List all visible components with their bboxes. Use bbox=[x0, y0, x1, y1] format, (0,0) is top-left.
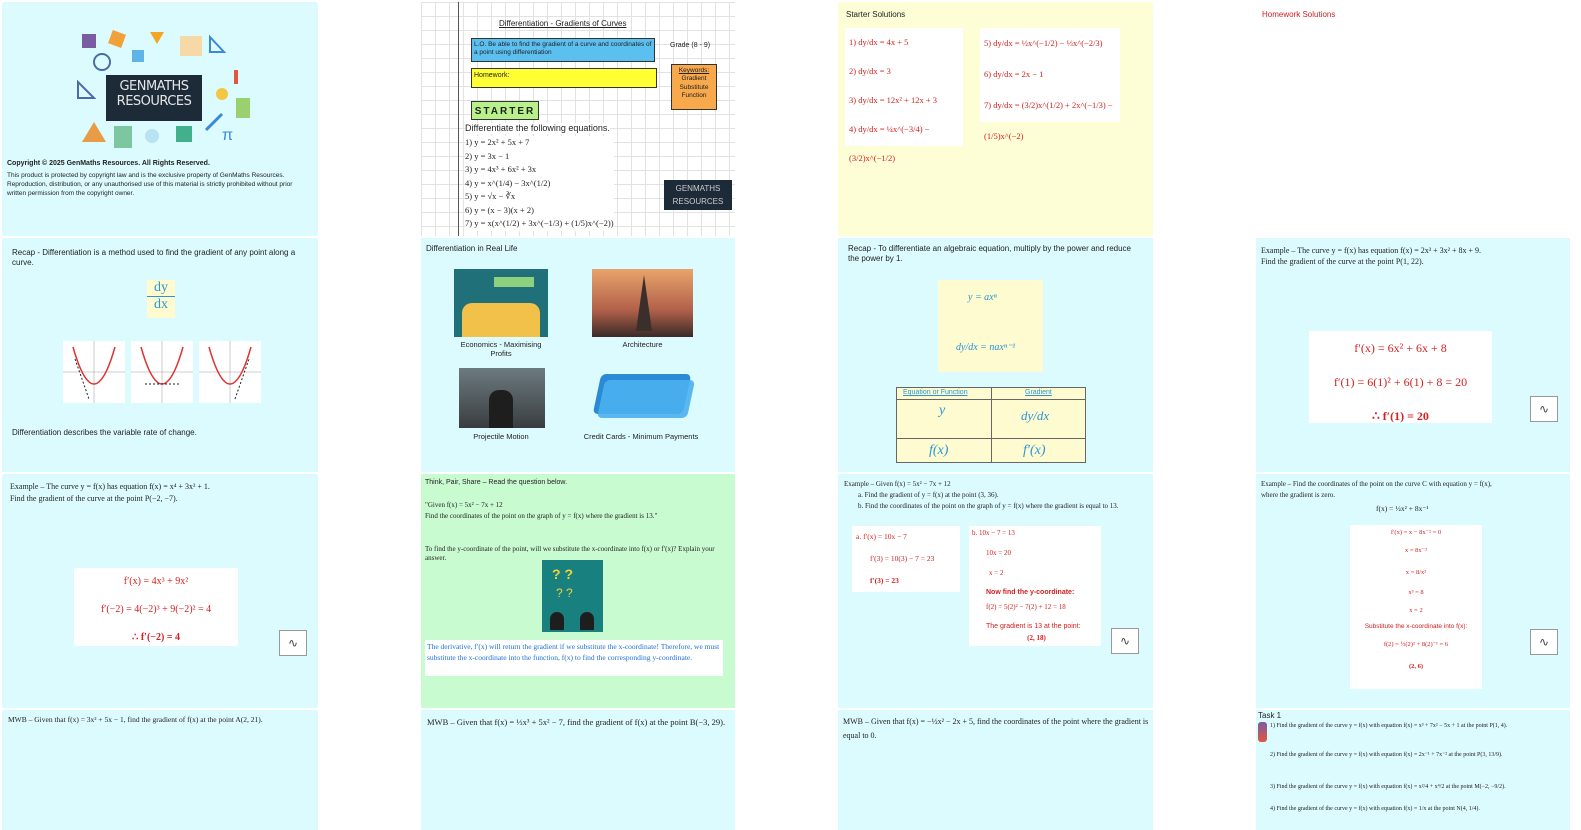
solution-4: 4) dy/dx = ¼x^(−3/4) − (3/2)x^(−1/2) bbox=[849, 124, 930, 163]
slide-15-mwb bbox=[838, 710, 1153, 830]
example2-sol-1: f′(x) = 4x³ + 9x² bbox=[123, 576, 189, 587]
table-header-function: Equation or Function bbox=[903, 389, 968, 396]
task-item-3: 3) Find the gradient of the curve y = f(x) with equation f(x) = x²/4 + x⁴/2 at the point M(−2, −9/2). bbox=[1270, 784, 1506, 790]
tps-answer: The derivative, f′(x) will return the gradient if we substitute the x-coordinate! Therefore, we must substitute the x-coordinate into the function, f(x) to find the corresponding y-coordinate. bbox=[425, 640, 723, 676]
real-life-title: Differentiation in Real Life bbox=[426, 244, 518, 253]
caption-architecture: Architecture bbox=[622, 340, 663, 349]
example4-line-1: Example – Find the coordinates of the point on the curve C with equation y = f(x), bbox=[1261, 480, 1492, 488]
example4-equation: f(x) = ½x² + 8x⁻¹ bbox=[1376, 504, 1429, 513]
notation-table bbox=[896, 387, 1086, 463]
graph-calculator-icon-2: ∿ bbox=[279, 630, 307, 656]
rule-y-equals: y = axⁿ bbox=[968, 292, 997, 303]
recap-text: Recap - Differentiation is a method used to find the gradient of any point along a curve. bbox=[12, 248, 296, 267]
solution-5: 5) dy/dx = ½x^(−1/2) − ⅓x^(−2/3) bbox=[984, 38, 1103, 48]
example2-line-1: Example – The curve y = f(x) has equation f(x) = x⁴ + 3x³ + 1. bbox=[10, 482, 210, 491]
example4-line-2: where the gradient is zero. bbox=[1261, 491, 1336, 499]
starter-badge: STARTER bbox=[471, 101, 539, 120]
part-b-sol-7: (2, 18) bbox=[1027, 634, 1046, 642]
starter-prompt: Differentiate the following equations. bbox=[465, 123, 610, 133]
keywords-title: Keywords: bbox=[678, 67, 710, 74]
tps-quote-2: Find the coordinates of the point on the graph of y = f(x) where the gradient is 13." bbox=[425, 512, 658, 520]
keywords-box bbox=[671, 64, 717, 110]
part-a-sol-2: f′(3) = 10(3) − 7 = 23 bbox=[870, 554, 935, 563]
logo-line-1: GENMATHS bbox=[119, 79, 189, 94]
curve-graph-2 bbox=[131, 341, 193, 403]
example-solution-box bbox=[1309, 331, 1492, 423]
graph-calculator-icon-3: ∿ bbox=[1111, 628, 1139, 654]
tps-title: Think, Pair, Share – Read the question below. bbox=[425, 479, 568, 486]
ex4-sol-2: x = 8x⁻² bbox=[1404, 547, 1428, 554]
starter-q6: 6) y = (x − 3)(x + 2) bbox=[465, 204, 534, 215]
ex4-sol-5: x = 2 bbox=[1409, 607, 1423, 614]
solution-6: 6) dy/dx = 2x − 1 bbox=[984, 69, 1044, 79]
part-b-sol-3: x = 2 bbox=[989, 569, 1004, 577]
ex4-sol-7: f(2) = ½(2)² + 8(2)⁻¹ = 6 bbox=[1383, 641, 1449, 648]
tps-quote-1: "Given f(x) = 5x² − 7x + 12 bbox=[425, 501, 503, 509]
part-b-sol-6: The gradient is 13 at the point: bbox=[986, 623, 1081, 630]
copyright-body: This product is protected by copyright law and is the exclusive property of GenMaths Resources. Reproduction, distribution, or any unauthorised use of this material is strictly prohibited without prior written permission from the copyright owner. bbox=[7, 172, 293, 198]
slide-9-example bbox=[2, 474, 318, 708]
solution-3: 3) dy/dx = 12x² + 12x + 3 bbox=[849, 95, 937, 105]
dy-dx-fraction bbox=[147, 280, 175, 318]
caption-projectile: Projectile Motion bbox=[473, 432, 529, 441]
rate-of-change-text: Differentiation describes the variable rate of change. bbox=[12, 428, 197, 437]
logo-line-2: RESOURCES bbox=[116, 94, 192, 109]
part-a-sol-3: f′(3) = 23 bbox=[870, 576, 899, 585]
slide-12-example bbox=[1256, 474, 1570, 708]
graph-calculator-icon-4: ∿ bbox=[1530, 629, 1558, 655]
keyword-1: Gradient bbox=[681, 75, 707, 83]
starter-q2: 2) y = 3x − 1 bbox=[465, 150, 510, 161]
economics-image bbox=[454, 269, 548, 337]
starter-q3: 3) y = 4x³ + 6x² + 3x bbox=[465, 164, 537, 174]
solution-1: 1) dy/dx = 4x + 5 bbox=[849, 37, 909, 47]
starter-q7: 7) y = x(x^(1/2) + 3x^(−1/3) + (1/5)x^(−2)) bbox=[465, 218, 614, 228]
table-dydx: dy/dx bbox=[1021, 408, 1050, 423]
tps-question: To find the y-coordinate of the point, will we substitute the x-coordinate into f(x) or f′(x)? Explain your answer. bbox=[425, 545, 715, 562]
task-item-4: 4) Find the gradient of the curve y = f(x) with equation f(x) = 1/x at the point N(4, 1/4). bbox=[1270, 806, 1480, 812]
solutions-left-box bbox=[845, 28, 963, 163]
starter-questions bbox=[465, 136, 614, 231]
example2-solution-box bbox=[74, 568, 238, 646]
frac-top: dy bbox=[147, 280, 175, 297]
genmaths-logo bbox=[106, 75, 202, 121]
example-line-1: Example – The curve y = f(x) has equation f(x) = 2x³ + 3x² + 8x + 9. bbox=[1261, 246, 1482, 255]
example2-sol-2: f′(−2) = 4(−2)³ + 9(−2)² = 4 bbox=[100, 604, 212, 615]
example3-part-a: a. Find the gradient of y = f(x) at the point (3, 36). bbox=[858, 491, 999, 499]
solution-7: 7) dy/dx = (3/2)x^(1/2) + 2x^(−1/3) − (1/5)x^(−2) bbox=[984, 100, 1113, 141]
mwb-1-text: MWB – Given that f(x) = 3x² + 5x − 1, find the gradient of f(x) at the point A(2, 21). bbox=[8, 715, 263, 724]
slide-5-recap bbox=[2, 238, 318, 472]
part-b-sol-4: Now find the y-coordinate: bbox=[986, 589, 1075, 596]
caption-credit-cards: Credit Cards - Minimum Payments bbox=[583, 432, 699, 441]
example-sol-2: f′(1) = 6(1)² + 6(1) + 8 = 20 bbox=[1333, 375, 1468, 389]
slide-16-task bbox=[1256, 710, 1570, 830]
table-fx: f(x) bbox=[929, 443, 949, 458]
starter-q4: 4) y = x^(1/4) − 3x^(1/2) bbox=[465, 177, 551, 188]
example2-sol-3: ∴ f′(−2) = 4 bbox=[131, 632, 181, 643]
example2-line-2: Find the gradient of the curve at the point P(−2, −7). bbox=[10, 494, 178, 503]
ex4-sol-6: Substitute the x-coordinate into f(x): bbox=[1364, 623, 1468, 630]
learning-objective: L.O. Be able to find the gradient of a curve and coordinates of a point using differentiation bbox=[471, 38, 655, 62]
keyword-2: Substitute bbox=[679, 83, 709, 91]
task-title: Task 1 bbox=[1258, 711, 1282, 720]
example-sol-3: ∴ f′(1) = 20 bbox=[1372, 409, 1429, 423]
solution-2: 2) dy/dx = 3 bbox=[849, 66, 891, 76]
frac-bottom: dx bbox=[154, 297, 168, 312]
part-b-sol-2: 10x = 20 bbox=[986, 549, 1011, 557]
lesson-title: Differentiation - Gradients of Curves bbox=[499, 19, 627, 28]
ex4-sol-4: x³ = 8 bbox=[1408, 589, 1424, 596]
example-line-2: Find the gradient of the curve at the point P(1, 22). bbox=[1261, 257, 1424, 266]
part-b-sol-1: b. 10x − 7 = 13 bbox=[972, 529, 1015, 537]
svg-text:π: π bbox=[222, 127, 234, 144]
rule-derivative: dy/dx = naxⁿ⁻¹ bbox=[956, 342, 1016, 353]
slide-6-real-life bbox=[421, 238, 735, 472]
part-a-solution bbox=[852, 526, 960, 592]
task-item-1: 1) Find the gradient of the curve y = f(x) with equation f(x) = x³ + 7x² − 5x + 1 at the point P(1, 4). bbox=[1270, 723, 1508, 729]
part-b-sol-5: f(2) = 5(2)² − 7(2) + 12 = 18 bbox=[986, 603, 1066, 611]
homework-label: Homework: bbox=[471, 68, 657, 88]
genmaths-logo-small bbox=[664, 180, 732, 210]
ex4-sol-3: x = 8/x² bbox=[1405, 569, 1427, 576]
slide-11-example bbox=[838, 474, 1153, 708]
example3-line-1: Example – Given f(x) = 5x² − 7x + 12 bbox=[844, 480, 951, 488]
caption-economics: Economics - Maximising Profits bbox=[460, 340, 542, 359]
slide-7-power-rule bbox=[838, 238, 1153, 472]
part-b-solution bbox=[969, 526, 1101, 646]
example3-part-b: b. Find the coordinates of the point on the graph of y = f(x) where the gradient is equal to 13. bbox=[858, 502, 1119, 510]
starter-solutions-title: Starter Solutions bbox=[846, 10, 906, 19]
logo-small-line-1: GENMATHS bbox=[675, 184, 721, 193]
task-item-2: 2) Find the gradient of the curve y = f(x) with equation f(x) = 2x⁻¹ + 7x⁻² at the point P(3, 13/9). bbox=[1270, 752, 1503, 758]
slide-2-starter bbox=[421, 2, 735, 236]
ex4-sol-8: (2, 6) bbox=[1408, 663, 1424, 670]
ex4-sol-1: f′(x) = x − 8x⁻² = 0 bbox=[1390, 529, 1442, 536]
logo-small-line-2: RESOURCES bbox=[672, 197, 724, 206]
power-rule-text: Recap - To differentiate an algebraic equation, multiply by the power and reduce the power by 1. bbox=[848, 244, 1131, 263]
slide-14-mwb bbox=[421, 710, 735, 830]
starter-q5: 5) y = √x − ∛x bbox=[465, 191, 516, 201]
table-y: y bbox=[939, 403, 946, 418]
table-fprimex: f′(x) bbox=[1023, 443, 1046, 458]
copyright-title: Copyright © 2025 GenMaths Resources. All Rights Reserved. bbox=[7, 160, 210, 167]
slide-8-example bbox=[1256, 238, 1570, 472]
example-sol-1: f′(x) = 6x² + 6x + 8 bbox=[1354, 341, 1447, 355]
mwb-2-text: MWB – Given that f(x) = ⅓x³ + 5x² − 7, find the gradient of f(x) at the point B(−3, 29). bbox=[427, 717, 726, 727]
task-icon bbox=[1258, 722, 1267, 742]
example4-solution-box bbox=[1350, 525, 1482, 689]
thinking-image: ? ? ? ? bbox=[542, 560, 603, 632]
grade-label: Grade (8 - 9) bbox=[670, 42, 711, 49]
slide-3-starter-solutions bbox=[838, 2, 1153, 236]
architecture-image bbox=[592, 269, 693, 337]
solutions-right-box bbox=[980, 28, 1120, 141]
keyword-3: Function bbox=[681, 92, 707, 100]
mwb-3-text: MWB – Given that f(x) = −½x² − 2x + 5, find the coordinates of the point where the gradient is equal to 0. bbox=[843, 717, 1149, 740]
slide-4-homework-solutions bbox=[1256, 2, 1570, 236]
projectile-image bbox=[459, 368, 545, 428]
curve-graph-1 bbox=[63, 341, 125, 403]
power-rule-box bbox=[938, 280, 1043, 372]
table-header-gradient: Gradient bbox=[1025, 389, 1052, 396]
credit-cards-image bbox=[589, 364, 695, 422]
part-a-sol-1: a. f′(x) = 10x − 7 bbox=[856, 532, 907, 541]
slide-10-think-pair-share bbox=[421, 474, 735, 708]
graph-calculator-icon: ∿ bbox=[1530, 396, 1558, 422]
homework-solutions-title: Homework Solutions bbox=[1262, 10, 1336, 19]
starter-q1: 1) y = 2x² + 5x + 7 bbox=[465, 137, 530, 147]
slide-1-cover bbox=[2, 2, 318, 236]
curve-graph-3 bbox=[199, 341, 261, 403]
slide-13-mwb bbox=[2, 710, 318, 830]
